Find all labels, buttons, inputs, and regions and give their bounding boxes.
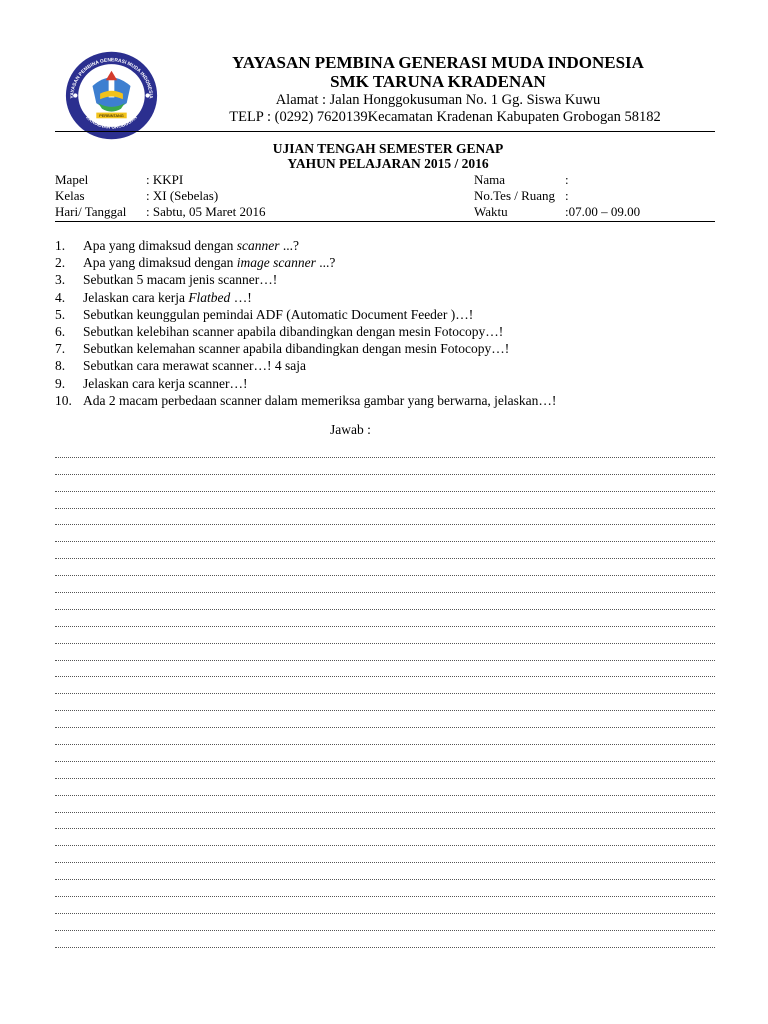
time-label: Waktu [474,204,508,219]
question-number: 6. [55,324,66,340]
question-text-part: ...? [315,255,336,271]
question-text [83,341,509,356]
exam-title: UJIAN TENGAH SEMESTER GENAP [272,141,504,156]
name-value: : [565,172,569,187]
question-number: 9. [55,375,66,391]
foundation-name: YAYASAN PEMBINA GENERASI MUDA INDONESIA [232,53,644,72]
answer-line[interactable] [55,883,715,900]
answer-line[interactable] [55,799,715,816]
answer-line[interactable] [55,630,715,647]
answer-line[interactable] [55,697,715,714]
answer-line[interactable] [55,765,715,782]
answer-line[interactable] [55,714,715,731]
answer-line[interactable] [55,647,715,664]
question-text-part: Jelaskan cara kerja [83,289,189,305]
answer-line[interactable] [55,680,715,697]
question-item [55,357,715,374]
answer-line[interactable] [55,562,715,579]
question-text-part: Ada 2 macam perbedaan scanner dalam memeriksa gambar yang berwarna, jelaskan…! [83,392,557,408]
answer-line[interactable] [55,731,715,748]
question-term: Flatbed [188,289,231,305]
class-label: Kelas [55,188,85,203]
answer-line[interactable] [55,832,715,849]
answer-line[interactable] [55,782,715,799]
logo-ring-text-bottom: KRADENAN GROBOGAN [84,115,139,131]
question-term: scanner [236,238,280,253]
question-item [55,271,715,288]
question-item [55,392,715,409]
logo-banner-text: PERBINTANG [99,114,124,119]
question-text [83,290,252,305]
question-text-part: Sebutkan cara merawat scanner…! 4 saja [83,358,307,374]
question-number: 2. [55,255,66,271]
question-number: 5. [55,306,66,322]
question-number: 10. [55,392,72,408]
answer-line[interactable] [55,478,715,495]
date-label: Hari/ Tanggal [55,204,127,219]
name-label: Nama [474,172,506,187]
question-text-part: Sebutkan kelebihan scanner apabila dibandingkan dengan mesin Fotocopy…! [83,324,504,340]
question-text-part: Sebutkan kelemahan scanner apabila dibandingkan dengan mesin Fotocopy…! [83,341,510,357]
question-text-part: ...? [279,238,299,253]
question-text-part: Apa yang dimaksud dengan [83,238,237,253]
answer-lines [55,444,715,951]
question-text-part: Sebutkan keunggulan pemindai ADF (Automatic Document Feeder )…! [83,306,474,322]
question-list [55,237,715,409]
answer-line[interactable] [55,748,715,765]
answer-line[interactable] [55,613,715,630]
question-number: 8. [55,358,66,374]
question-text [83,376,248,391]
question-item [55,340,715,357]
school-logo [64,48,159,143]
answer-line[interactable] [55,900,715,917]
question-item [55,323,715,340]
question-text [83,358,306,373]
question-number: 4. [55,289,66,305]
question-text-part: Apa yang dimaksud dengan [83,255,237,271]
answer-line[interactable] [55,495,715,512]
question-text [83,307,473,322]
question-number: 3. [55,272,66,288]
answer-line[interactable] [55,866,715,883]
school-address: Alamat : Jalan Honggokusuman No. 1 Gg. Siswa Kuwu [275,92,601,108]
room-value: : [565,188,569,203]
question-text [83,272,277,287]
info-divider [55,221,715,222]
exam-year: YAHUN PELAJARAN 2015 / 2016 [287,156,489,171]
answer-line[interactable] [55,917,715,934]
answer-label: Jawab : [330,422,371,437]
question-number: 1. [55,238,66,253]
question-term: image scanner [236,255,316,271]
question-text [83,255,335,270]
time-value: :07.00 – 09.00 [565,204,641,219]
school-name: SMK TARUNA KRADENAN [330,72,546,91]
question-item [55,237,715,254]
logo-ring-text-top: YAYASAN PEMBINA GENERASI MUDA INDONESIA [70,58,153,99]
header-divider [55,131,715,132]
question-text [83,324,503,339]
answer-line[interactable] [55,934,715,951]
answer-line[interactable] [55,444,715,461]
answer-line[interactable] [55,512,715,529]
date-value: : Sabtu, 05 Maret 2016 [146,204,266,219]
class-value: : XI (Sebelas) [146,188,219,203]
question-item [55,306,715,323]
answer-line[interactable] [55,545,715,562]
question-text-part: Sebutkan 5 macam jenis scanner…! [83,272,278,288]
school-phone: TELP : (0292) 7620139Kecamatan Kradenan Kabupaten Grobogan 58182 [229,109,661,125]
question-text-part: …! [230,289,252,305]
room-label: No.Tes / Ruang [474,188,556,203]
answer-line[interactable] [55,461,715,478]
answer-line[interactable] [55,664,715,681]
subject-value: : KKPI [146,172,184,187]
question-number: 7. [55,341,66,357]
question-item [55,375,715,392]
answer-line[interactable] [55,579,715,596]
subject-label: Mapel [55,172,89,187]
question-item [55,289,715,306]
answer-line[interactable] [55,816,715,833]
question-item [55,254,715,271]
question-text [83,393,556,408]
answer-line[interactable] [55,596,715,613]
answer-line[interactable] [55,849,715,866]
question-text-part: Jelaskan cara kerja scanner…! [83,375,248,391]
question-text [83,238,299,253]
answer-line[interactable] [55,528,715,545]
